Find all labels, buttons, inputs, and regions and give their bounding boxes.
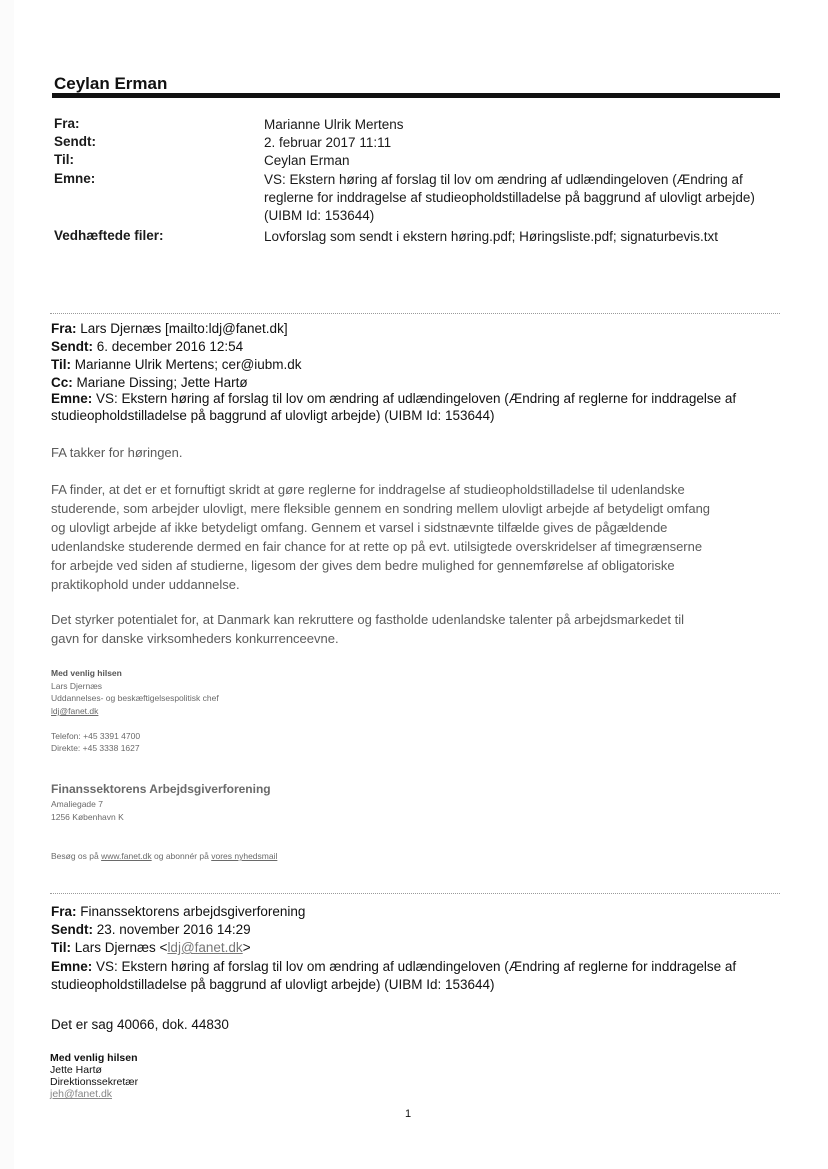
sig2-email-link[interactable]: jeh@fanet.dk <box>50 1088 113 1100</box>
org-street: Amaliegade 7 <box>51 799 103 809</box>
fwd2-sent: Sendt: 23. november 2016 14:29 <box>51 922 251 937</box>
sig2-greeting: Med venlig hilsen <box>50 1052 138 1064</box>
fwd2-to: Til: Lars Djernæs <ldj@fanet.dk> <box>51 940 251 955</box>
body-line: praktikophold under uddannelse. <box>51 577 240 592</box>
from-label: Fra: <box>54 116 80 131</box>
mailbox-owner-name: Ceylan Erman <box>54 74 168 93</box>
separator <box>50 313 780 314</box>
sig1-phone: Telefon: +45 3391 4700 <box>51 731 141 741</box>
sent-value: 2. februar 2017 11:11 <box>264 135 392 150</box>
subject-value: VS: Ekstern høring af forslag til lov om ændring af udlændingeloven (Ændring af reglerne for inddragelse af studieopholdstilladelse på baggrund af ulovligt arbejde) (UIBM Id: 153644) <box>264 172 755 223</box>
fwd1-subject: Emne: VS: Ekstern høring af forslag til lov om ændring af udlændingeloven (Ændring af reglerne for inddragelse af <box>51 391 737 406</box>
fwd1-from: Fra: Lars Djernæs [mailto:ldj@fanet.dk] <box>51 321 288 336</box>
body-line: for arbejde ved siden af studierne, ligesom der gives dem bedre mulighed for gennemførelse af obligatoriske <box>51 558 675 573</box>
body-line: FA finder, at det er et fornuftigt skridt at gøre reglerne for inddragelse af studieopholdstilladelse til udenlandske <box>51 482 685 497</box>
fwd2-from: Fra: Finanssektorens arbejdsgiverforening <box>51 904 306 919</box>
attachments-label: Vedhæftede filer: <box>54 228 164 243</box>
sig1-greeting: Med venlig hilsen <box>51 668 122 678</box>
body-thanks: FA takker for høringen. <box>51 445 183 460</box>
body-line: studerende, som arbejder ulovligt, mere fleksible gennem en sondring mellem ulovligt arbejde af betydeligt omfang <box>51 501 711 516</box>
newsletter-link[interactable]: vores nyhedsmail <box>211 851 278 861</box>
fwd2-to-link[interactable]: ldj@fanet.dk <box>167 940 243 955</box>
header-rule <box>52 93 780 98</box>
from-value: Marianne Ulrik Mertens <box>264 117 404 132</box>
subject-label: Emne: <box>54 171 96 186</box>
body-paragraph-2 <box>51 480 777 594</box>
sig1-email-link[interactable]: ldj@fanet.dk <box>51 706 99 716</box>
org-name: Finanssektorens Arbejdsgiverforening <box>51 782 271 796</box>
attachments-value: Lovforslag som sendt i ekstern høring.pdf; Høringsliste.pdf; signaturbevis.txt <box>264 229 718 244</box>
page-number: 1 <box>405 1108 412 1120</box>
fwd1-cc: Cc: Mariane Dissing; Jette Hartø <box>51 375 248 390</box>
org-city: 1256 København K <box>51 812 124 822</box>
fwd2-subject-cont: studieopholdstilladelse på baggrund af ulovligt arbejde) (UIBM Id: 153644) <box>51 977 495 992</box>
body-line: gavn for danske virksomheders konkurrenceevne. <box>51 631 339 646</box>
body-paragraph-3 <box>51 610 777 648</box>
body-line: Det styrker potentialet for, at Danmark kan rekruttere og fastholde udenlandske talenter på arbejdsmarkedet til <box>51 612 685 627</box>
fwd1-subject-cont: studieopholdstilladelse på baggrund af ulovligt arbejde) (UIBM Id: 153644) <box>51 408 495 423</box>
scan-margin <box>0 0 14 1169</box>
body-line: og ulovligt arbejde af ikke betydeligt omfang. Gennem et varsel i sidstnævnte tilfælde gives de pågældende <box>51 520 668 535</box>
to-label: Til: <box>54 152 74 167</box>
case-reference: Det er sag 40066, dok. 44830 <box>51 1017 229 1032</box>
body-line: udenlandske studerende dermed en fair chance for at rette op på evt. utilsigtede overskridelser af timegrænserne <box>51 539 703 554</box>
sig1-name: Lars Djernæs <box>51 681 103 691</box>
fwd2-subject: Emne: VS: Ekstern høring af forslag til lov om ændring af udlændingeloven (Ændring af reglerne for inddragelse af <box>51 959 737 974</box>
sig2-title: Direktionssekretær <box>50 1076 139 1088</box>
website-link[interactable]: www.fanet.dk <box>101 851 152 861</box>
sent-label: Sendt: <box>54 134 96 149</box>
sig2-name: Jette Hartø <box>50 1064 102 1076</box>
separator <box>50 893 780 894</box>
sig1-direct: Direkte: +45 3338 1627 <box>51 743 140 753</box>
fwd1-sent: Sendt: 6. december 2016 12:54 <box>51 339 244 354</box>
fwd1-to: Til: Marianne Ulrik Mertens; cer@iubm.dk <box>51 357 302 372</box>
to-value: Ceylan Erman <box>264 153 350 168</box>
visit-line: Besøg os på www.fanet.dk og abonnér på vores nyhedsmail <box>51 851 278 861</box>
sig1-title: Uddannelses- og beskæftigelsespolitisk chef <box>51 693 219 703</box>
